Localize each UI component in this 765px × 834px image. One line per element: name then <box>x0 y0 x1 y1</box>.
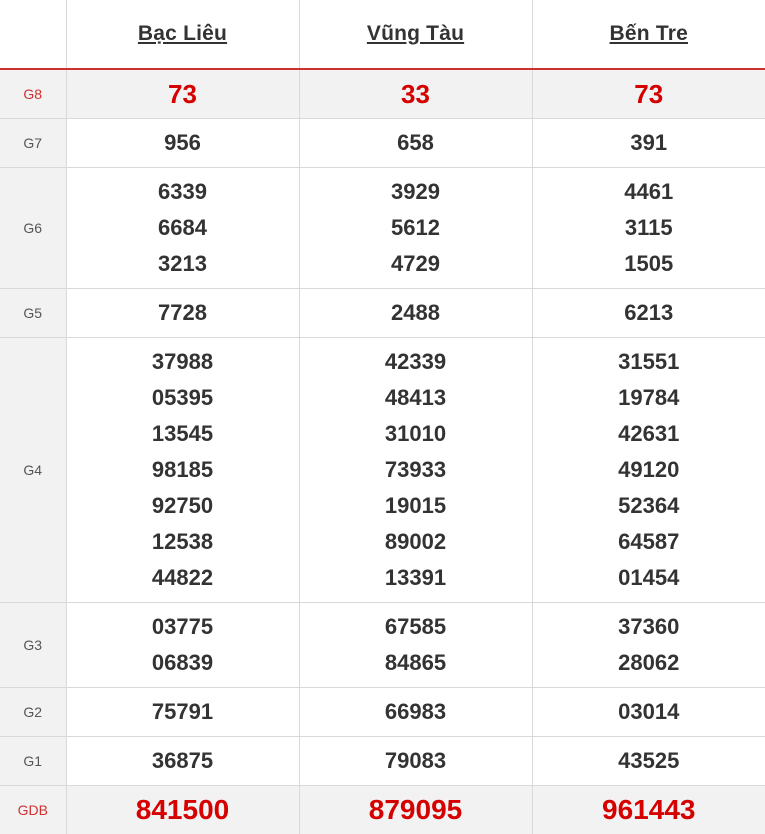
header-row <box>0 0 765 69</box>
prize-number: 28062 <box>533 645 765 681</box>
prize-numbers-cell <box>532 603 765 688</box>
province-name-1: Bạc Liêu <box>138 22 227 45</box>
prize-row-label: G7 <box>0 119 66 168</box>
prize-number: 4729 <box>300 246 532 282</box>
prize-number: 05395 <box>67 380 299 416</box>
prize-number: 75791 <box>67 694 299 730</box>
prize-number: 33 <box>300 76 532 112</box>
prize-number: 3929 <box>300 174 532 210</box>
prize-number: 6213 <box>533 295 765 331</box>
prize-numbers-cell <box>532 737 765 786</box>
prize-numbers-cell <box>532 338 765 603</box>
prize-numbers-cell <box>532 688 765 737</box>
prize-numbers-cell <box>66 603 299 688</box>
table-header <box>0 0 765 69</box>
prize-number: 73 <box>67 76 299 112</box>
prize-numbers-cell <box>66 289 299 338</box>
prize-row <box>0 69 765 119</box>
header-corner-cell <box>0 0 66 69</box>
prize-row-label: G8 <box>0 69 66 119</box>
prize-number: 42339 <box>300 344 532 380</box>
prize-number: 37988 <box>67 344 299 380</box>
prize-numbers-cell <box>66 688 299 737</box>
prize-number: 73 <box>533 76 765 112</box>
prize-row <box>0 786 765 834</box>
prize-number: 92750 <box>67 488 299 524</box>
prize-number: 01454 <box>533 560 765 596</box>
prize-numbers-cell <box>299 119 532 168</box>
column-header-province-1 <box>66 0 299 69</box>
prize-row-label: GDB <box>0 786 66 834</box>
prize-numbers-cell <box>299 603 532 688</box>
prize-number: 7728 <box>67 295 299 331</box>
province-name-3: Bến Tre <box>610 22 688 45</box>
prize-number: 31010 <box>300 416 532 452</box>
prize-number: 49120 <box>533 452 765 488</box>
prize-row-label: G3 <box>0 603 66 688</box>
prize-number: 84865 <box>300 645 532 681</box>
prize-numbers-cell <box>532 119 765 168</box>
prize-number: 98185 <box>67 452 299 488</box>
prize-number: 64587 <box>533 524 765 560</box>
prize-number: 961443 <box>533 792 765 828</box>
prize-number: 79083 <box>300 743 532 779</box>
prize-number: 89002 <box>300 524 532 560</box>
prize-numbers-cell <box>66 786 299 834</box>
prize-numbers-cell <box>66 69 299 119</box>
prize-numbers-cell <box>299 338 532 603</box>
prize-row-label: G1 <box>0 737 66 786</box>
prize-number: 3213 <box>67 246 299 282</box>
prize-numbers-cell <box>299 688 532 737</box>
prize-number: 13391 <box>300 560 532 596</box>
prize-number: 06839 <box>67 645 299 681</box>
prize-numbers-cell <box>299 786 532 834</box>
prize-number: 12538 <box>67 524 299 560</box>
prize-number: 5612 <box>300 210 532 246</box>
prize-number: 31551 <box>533 344 765 380</box>
prize-row <box>0 289 765 338</box>
prize-number: 42631 <box>533 416 765 452</box>
prize-number: 956 <box>67 125 299 161</box>
prize-number: 2488 <box>300 295 532 331</box>
prize-number: 6684 <box>67 210 299 246</box>
prize-numbers-cell <box>66 338 299 603</box>
prize-number: 3115 <box>533 210 765 246</box>
prize-number: 6339 <box>67 174 299 210</box>
prize-number: 67585 <box>300 609 532 645</box>
column-header-province-3 <box>532 0 765 69</box>
prize-numbers-cell <box>299 737 532 786</box>
prize-numbers-cell <box>299 69 532 119</box>
prize-number: 19784 <box>533 380 765 416</box>
prize-number: 1505 <box>533 246 765 282</box>
prize-number: 391 <box>533 125 765 161</box>
prize-number: 44822 <box>67 560 299 596</box>
prize-number: 73933 <box>300 452 532 488</box>
prize-row <box>0 688 765 737</box>
prize-number: 4461 <box>533 174 765 210</box>
prize-numbers-cell <box>532 289 765 338</box>
prize-numbers-cell <box>532 168 765 289</box>
column-header-province-2 <box>299 0 532 69</box>
prize-numbers-cell <box>66 737 299 786</box>
prize-numbers-cell <box>299 168 532 289</box>
prize-number: 36875 <box>67 743 299 779</box>
prize-number: 03014 <box>533 694 765 730</box>
prize-row <box>0 737 765 786</box>
prize-number: 03775 <box>67 609 299 645</box>
prize-row-label: G5 <box>0 289 66 338</box>
prize-numbers-cell <box>532 69 765 119</box>
prize-number: 43525 <box>533 743 765 779</box>
prize-numbers-cell <box>532 786 765 834</box>
prize-number: 66983 <box>300 694 532 730</box>
prize-row-label: G2 <box>0 688 66 737</box>
prize-numbers-cell <box>299 289 532 338</box>
prize-number: 658 <box>300 125 532 161</box>
prize-number: 48413 <box>300 380 532 416</box>
prize-number: 879095 <box>300 792 532 828</box>
prize-number: 13545 <box>67 416 299 452</box>
province-name-2: Vũng Tàu <box>367 22 464 45</box>
prize-row <box>0 603 765 688</box>
table-body <box>0 69 765 834</box>
prize-number: 37360 <box>533 609 765 645</box>
prize-numbers-cell <box>66 168 299 289</box>
prize-row <box>0 338 765 603</box>
prize-number: 841500 <box>67 792 299 828</box>
prize-row-label: G4 <box>0 338 66 603</box>
prize-row <box>0 119 765 168</box>
prize-numbers-cell <box>66 119 299 168</box>
prize-number: 19015 <box>300 488 532 524</box>
prize-row-label: G6 <box>0 168 66 289</box>
prize-row <box>0 168 765 289</box>
prize-number: 52364 <box>533 488 765 524</box>
